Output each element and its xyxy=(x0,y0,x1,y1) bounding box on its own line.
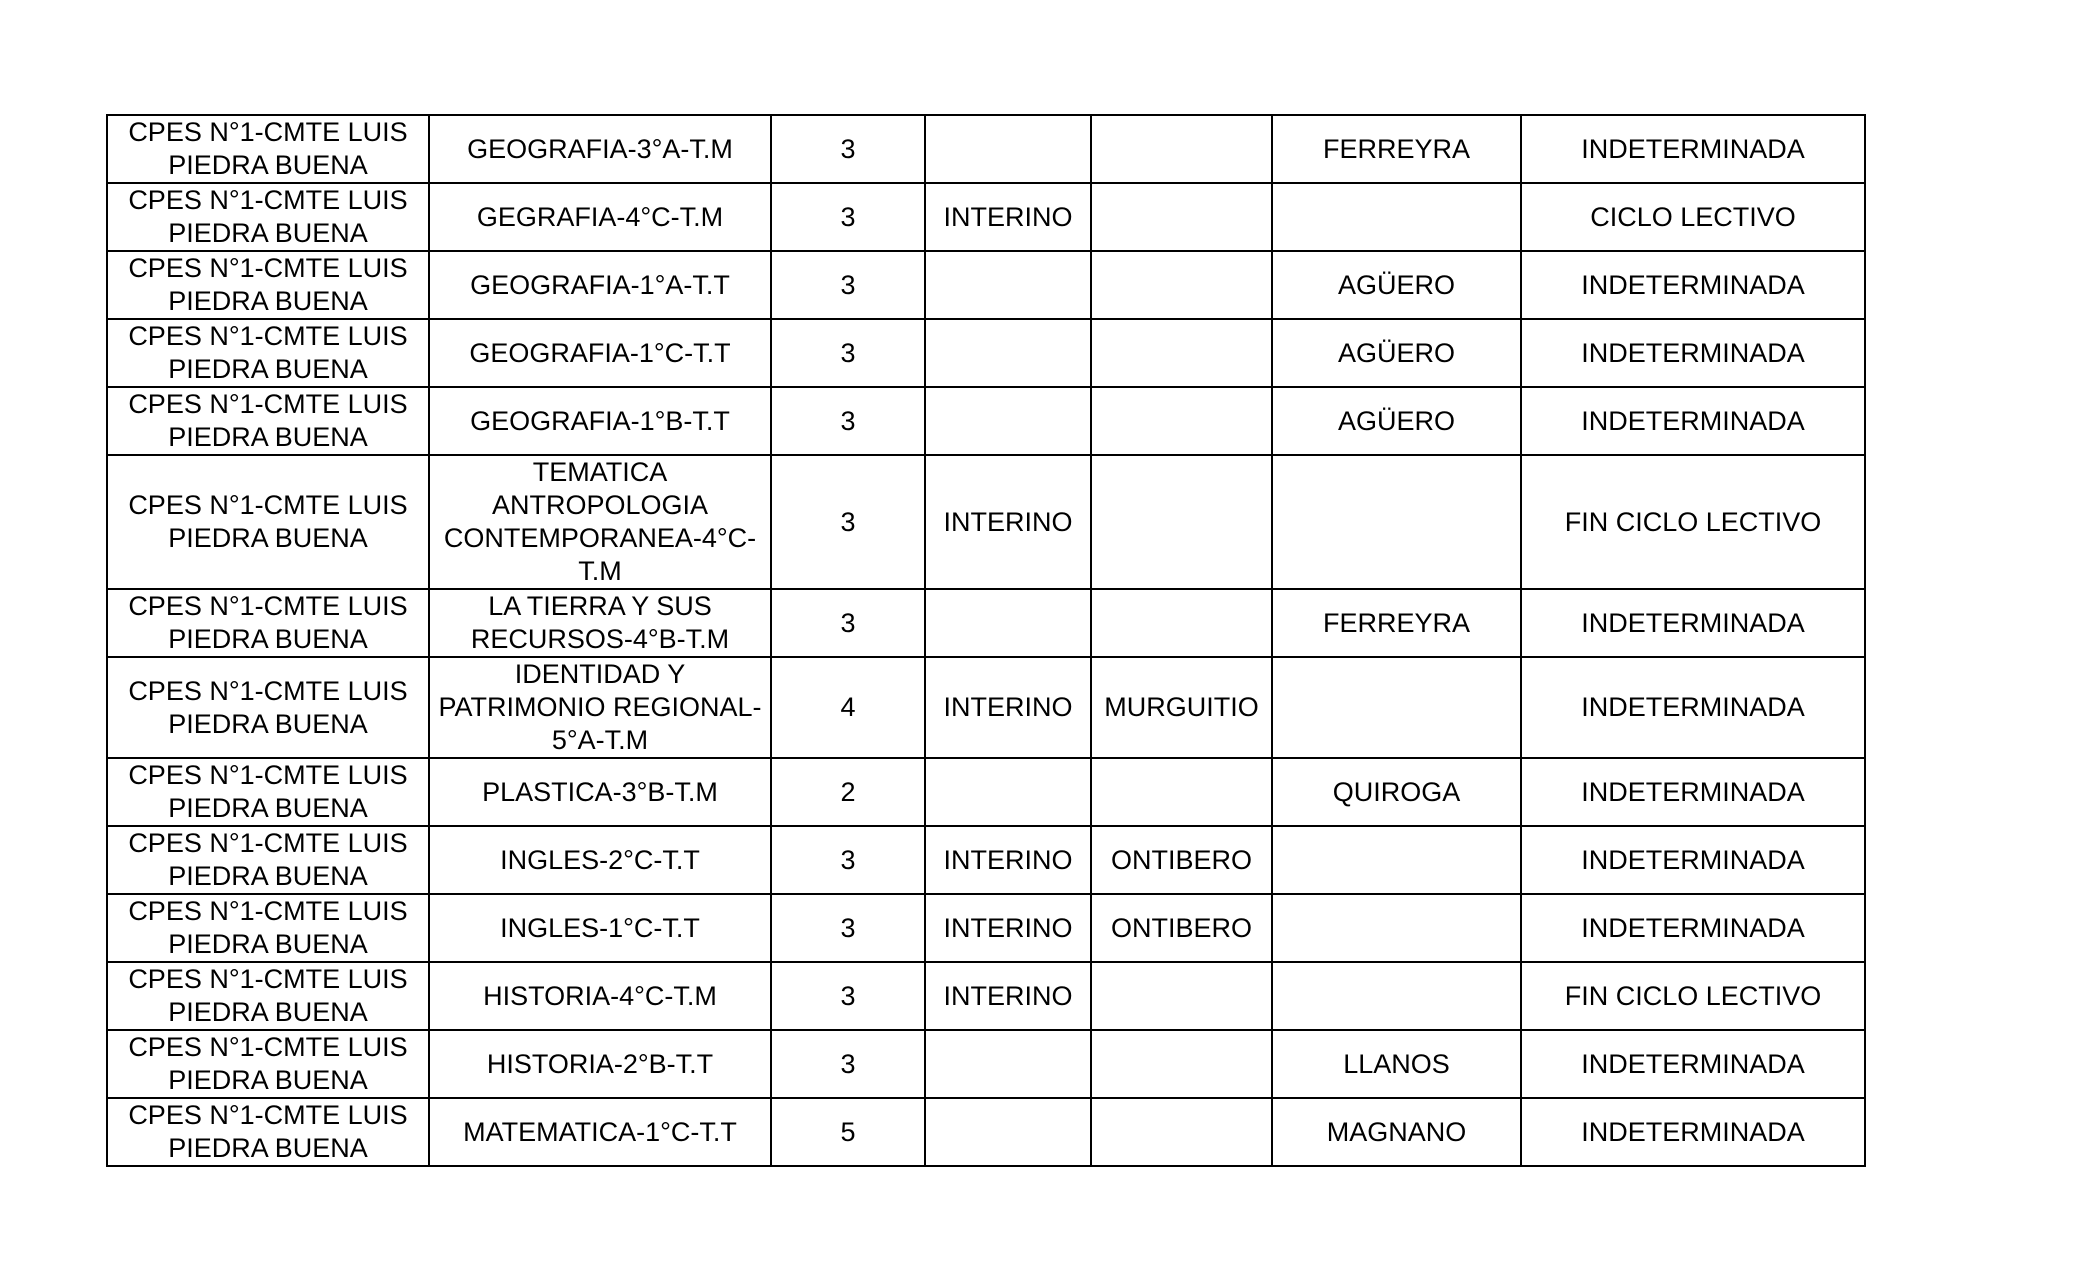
subject-cell: TEMATICA ANTROPOLOGIA CONTEMPORANEA-4°C-T.M xyxy=(429,455,771,589)
table-row xyxy=(107,115,1865,183)
situation-cell: INTERINO xyxy=(925,657,1091,758)
situation-cell xyxy=(925,1098,1091,1166)
subject-cell: GEGRAFIA-4°C-T.M xyxy=(429,183,771,251)
end-cell: INDETERMINADA xyxy=(1521,319,1865,387)
end-cell: INDETERMINADA xyxy=(1521,758,1865,826)
replacement-cell: FERREYRA xyxy=(1272,589,1521,657)
table-row xyxy=(107,1098,1865,1166)
situation-cell xyxy=(925,115,1091,183)
institution-cell: CPES N°1-CMTE LUIS PIEDRA BUENA xyxy=(107,1098,429,1166)
table-body xyxy=(107,115,1865,1166)
institution-cell: CPES N°1-CMTE LUIS PIEDRA BUENA xyxy=(107,183,429,251)
table-row xyxy=(107,319,1865,387)
hours-cell: 4 xyxy=(771,657,925,758)
table-row xyxy=(107,657,1865,758)
institution-cell: CPES N°1-CMTE LUIS PIEDRA BUENA xyxy=(107,115,429,183)
subject-cell: INGLES-1°C-T.T xyxy=(429,894,771,962)
subject-cell: MATEMATICA-1°C-T.T xyxy=(429,1098,771,1166)
subject-cell: HISTORIA-2°B-T.T xyxy=(429,1030,771,1098)
situation-cell: INTERINO xyxy=(925,962,1091,1030)
institution-cell: CPES N°1-CMTE LUIS PIEDRA BUENA xyxy=(107,1030,429,1098)
hours-cell: 3 xyxy=(771,251,925,319)
table-row xyxy=(107,183,1865,251)
replacement-cell: MAGNANO xyxy=(1272,1098,1521,1166)
table-row xyxy=(107,758,1865,826)
holder-cell xyxy=(1091,387,1272,455)
end-cell: INDETERMINADA xyxy=(1521,589,1865,657)
situation-cell xyxy=(925,589,1091,657)
end-cell: INDETERMINADA xyxy=(1521,1030,1865,1098)
holder-cell xyxy=(1091,183,1272,251)
situation-cell xyxy=(925,387,1091,455)
hours-cell: 3 xyxy=(771,319,925,387)
holder-cell xyxy=(1091,1098,1272,1166)
subject-cell: IDENTIDAD Y PATRIMONIO REGIONAL-5°A-T.M xyxy=(429,657,771,758)
replacement-cell xyxy=(1272,183,1521,251)
hours-cell: 3 xyxy=(771,826,925,894)
table-row xyxy=(107,1030,1865,1098)
replacement-cell xyxy=(1272,962,1521,1030)
hours-cell: 3 xyxy=(771,183,925,251)
holder-cell xyxy=(1091,589,1272,657)
end-cell: INDETERMINADA xyxy=(1521,387,1865,455)
end-cell: INDETERMINADA xyxy=(1521,826,1865,894)
table-row xyxy=(107,251,1865,319)
hours-cell: 3 xyxy=(771,894,925,962)
holder-cell xyxy=(1091,319,1272,387)
institution-cell: CPES N°1-CMTE LUIS PIEDRA BUENA xyxy=(107,657,429,758)
institution-cell: CPES N°1-CMTE LUIS PIEDRA BUENA xyxy=(107,251,429,319)
holder-cell xyxy=(1091,758,1272,826)
situation-cell: INTERINO xyxy=(925,455,1091,589)
hours-cell: 5 xyxy=(771,1098,925,1166)
situation-cell xyxy=(925,1030,1091,1098)
table-row xyxy=(107,589,1865,657)
end-cell: FIN CICLO LECTIVO xyxy=(1521,455,1865,589)
subject-cell: GEOGRAFIA-1°A-T.T xyxy=(429,251,771,319)
subject-cell: INGLES-2°C-T.T xyxy=(429,826,771,894)
institution-cell: CPES N°1-CMTE LUIS PIEDRA BUENA xyxy=(107,387,429,455)
replacement-cell: LLANOS xyxy=(1272,1030,1521,1098)
replacement-cell: AGÜERO xyxy=(1272,251,1521,319)
subject-cell: GEOGRAFIA-3°A-T.M xyxy=(429,115,771,183)
holder-cell xyxy=(1091,455,1272,589)
situation-cell xyxy=(925,319,1091,387)
holder-cell: ONTIBERO xyxy=(1091,894,1272,962)
replacement-cell xyxy=(1272,657,1521,758)
end-cell: INDETERMINADA xyxy=(1521,1098,1865,1166)
hours-cell: 3 xyxy=(771,962,925,1030)
replacement-cell: FERREYRA xyxy=(1272,115,1521,183)
hours-cell: 3 xyxy=(771,589,925,657)
institution-cell: CPES N°1-CMTE LUIS PIEDRA BUENA xyxy=(107,826,429,894)
table-row xyxy=(107,455,1865,589)
holder-cell xyxy=(1091,115,1272,183)
vacancy-table xyxy=(106,114,1866,1167)
replacement-cell xyxy=(1272,894,1521,962)
situation-cell: INTERINO xyxy=(925,894,1091,962)
end-cell: INDETERMINADA xyxy=(1521,251,1865,319)
holder-cell: MURGUITIO xyxy=(1091,657,1272,758)
table-row xyxy=(107,387,1865,455)
situation-cell xyxy=(925,758,1091,826)
replacement-cell xyxy=(1272,826,1521,894)
end-cell: INDETERMINADA xyxy=(1521,657,1865,758)
institution-cell: CPES N°1-CMTE LUIS PIEDRA BUENA xyxy=(107,455,429,589)
hours-cell: 3 xyxy=(771,115,925,183)
institution-cell: CPES N°1-CMTE LUIS PIEDRA BUENA xyxy=(107,758,429,826)
replacement-cell: AGÜERO xyxy=(1272,319,1521,387)
institution-cell: CPES N°1-CMTE LUIS PIEDRA BUENA xyxy=(107,319,429,387)
situation-cell: INTERINO xyxy=(925,183,1091,251)
table-row xyxy=(107,894,1865,962)
holder-cell xyxy=(1091,962,1272,1030)
holder-cell xyxy=(1091,1030,1272,1098)
replacement-cell xyxy=(1272,455,1521,589)
hours-cell: 2 xyxy=(771,758,925,826)
subject-cell: HISTORIA-4°C-T.M xyxy=(429,962,771,1030)
end-cell: CICLO LECTIVO xyxy=(1521,183,1865,251)
table-row xyxy=(107,826,1865,894)
hours-cell: 3 xyxy=(771,1030,925,1098)
institution-cell: CPES N°1-CMTE LUIS PIEDRA BUENA xyxy=(107,962,429,1030)
table-row xyxy=(107,962,1865,1030)
subject-cell: GEOGRAFIA-1°C-T.T xyxy=(429,319,771,387)
replacement-cell: AGÜERO xyxy=(1272,387,1521,455)
institution-cell: CPES N°1-CMTE LUIS PIEDRA BUENA xyxy=(107,894,429,962)
subject-cell: GEOGRAFIA-1°B-T.T xyxy=(429,387,771,455)
situation-cell xyxy=(925,251,1091,319)
end-cell: INDETERMINADA xyxy=(1521,894,1865,962)
end-cell: FIN CICLO LECTIVO xyxy=(1521,962,1865,1030)
situation-cell: INTERINO xyxy=(925,826,1091,894)
holder-cell xyxy=(1091,251,1272,319)
subject-cell: LA TIERRA Y SUS RECURSOS-4°B-T.M xyxy=(429,589,771,657)
subject-cell: PLASTICA-3°B-T.M xyxy=(429,758,771,826)
replacement-cell: QUIROGA xyxy=(1272,758,1521,826)
end-cell: INDETERMINADA xyxy=(1521,115,1865,183)
holder-cell: ONTIBERO xyxy=(1091,826,1272,894)
institution-cell: CPES N°1-CMTE LUIS PIEDRA BUENA xyxy=(107,589,429,657)
hours-cell: 3 xyxy=(771,387,925,455)
hours-cell: 3 xyxy=(771,455,925,589)
